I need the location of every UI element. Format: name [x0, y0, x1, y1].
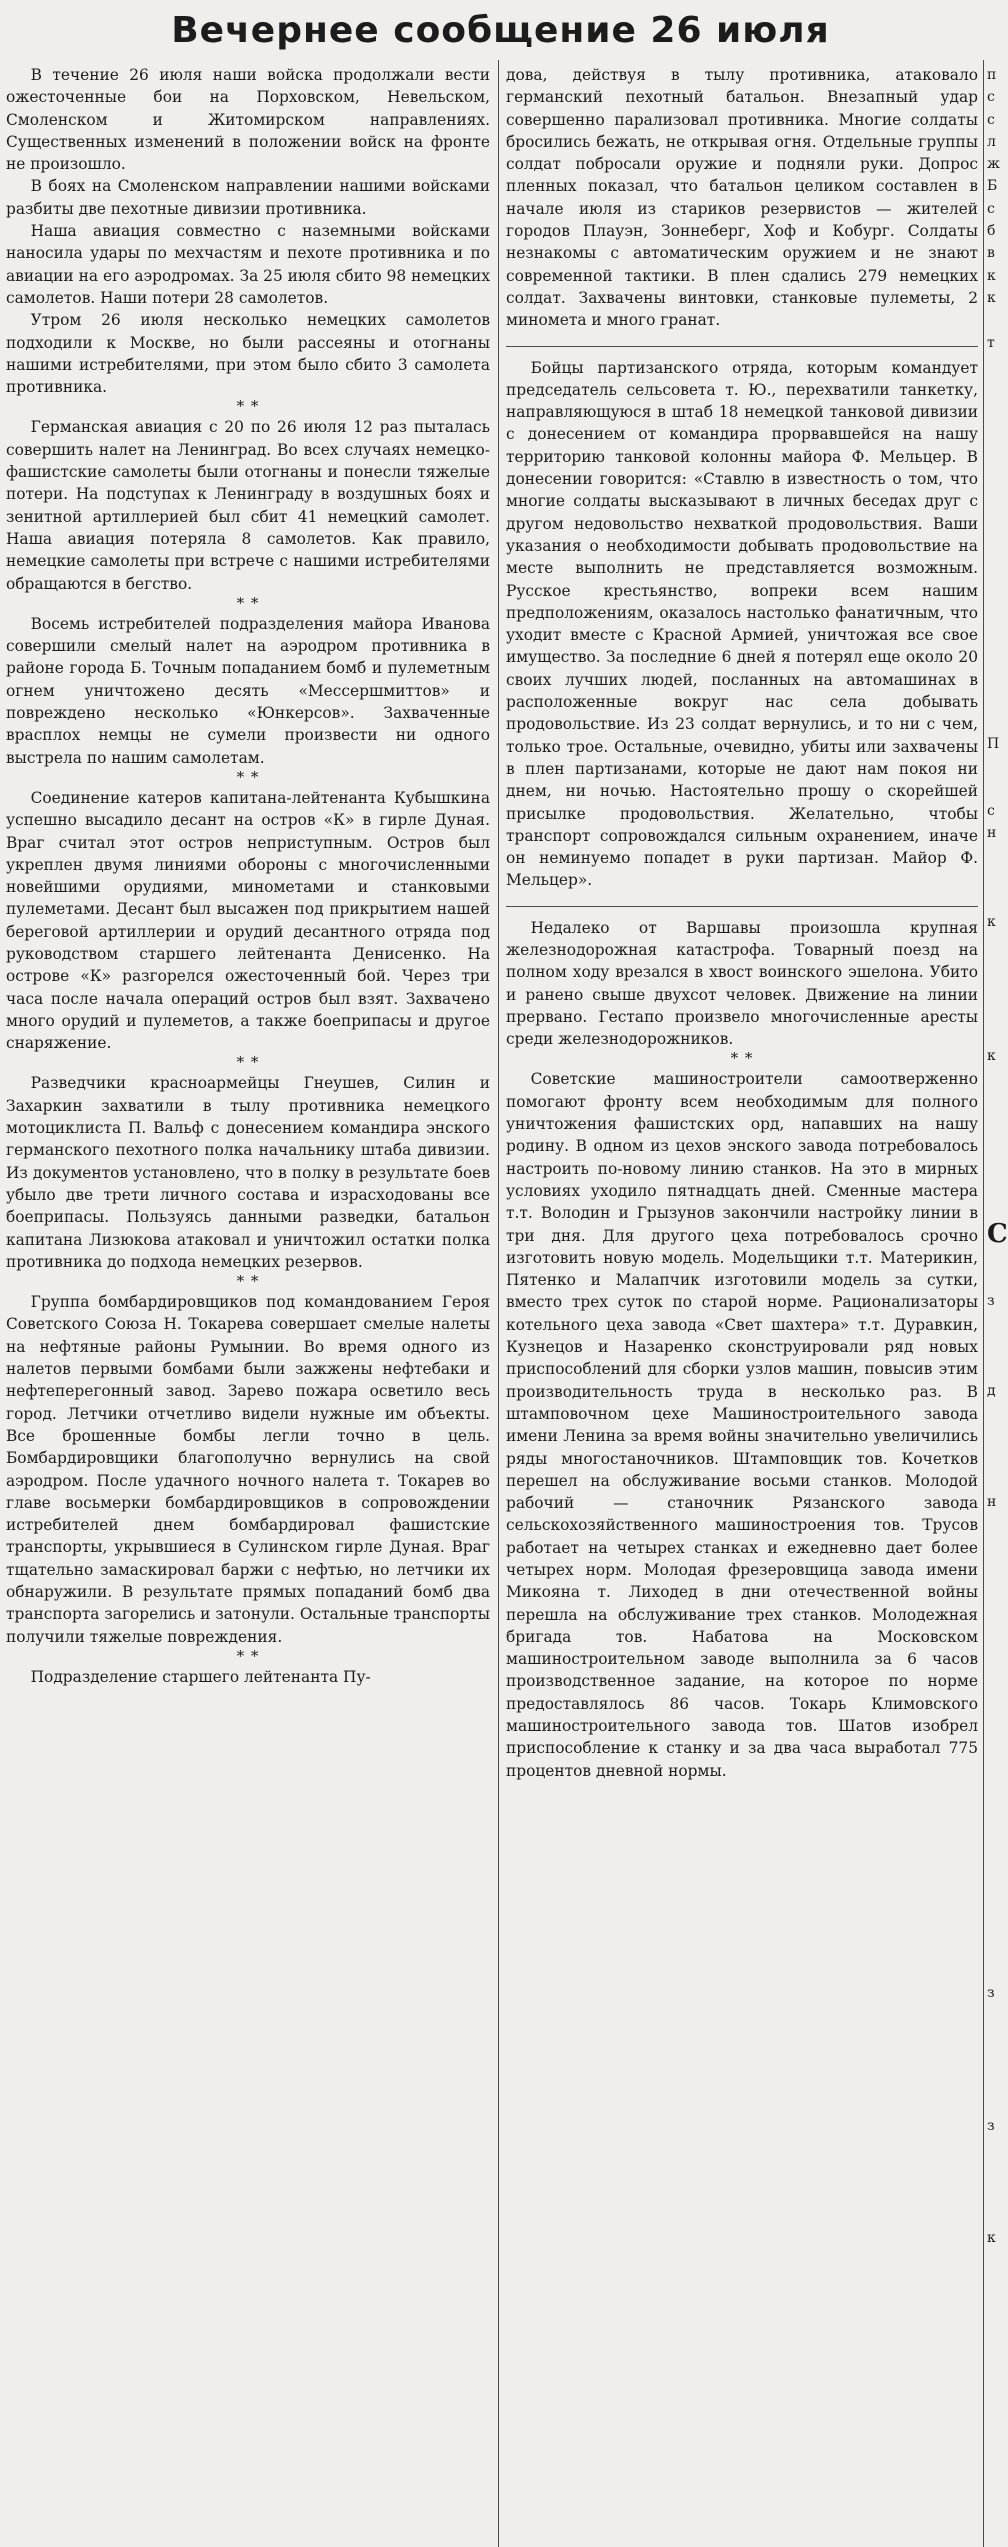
horizontal-rule	[506, 906, 978, 907]
edge-spacer	[987, 465, 1001, 487]
asterism-separator: * *	[236, 1646, 260, 1665]
edge-letter-fragment: п	[987, 67, 997, 83]
edge-letter-fragment: к	[987, 1048, 996, 1065]
edge-spacer	[987, 1580, 1001, 1602]
edge-spacer	[987, 844, 1001, 866]
edge-letter-fragment: ж	[987, 156, 1000, 173]
edge-spacer	[987, 1112, 1001, 1134]
edge-spacer	[987, 398, 1001, 420]
edge-letter-fragment: д	[987, 1382, 996, 1399]
edge-spacer	[987, 778, 1001, 800]
edge-letter-fragment: т	[987, 334, 995, 351]
report-paragraph: Германская авиация с 20 по 26 июля 12 раз пыталась совершить налет на Ленинград. Во всех случаях немецко-фашистские самолеты были отогнаны и понесли тяжелые потери. На подступах к Ленинграду в воздушных боях и зенитной артиллерией был сбит 41 немецкий самолет. Наша авиация потеряла 8 самолетов. Как правило, немецкие самолеты при встрече с нашими истребителями обращаются в бегство.	[6, 418, 490, 593]
edge-spacer	[987, 376, 1001, 398]
report-paragraph: Бойцы партизанского отряда, которым командует председатель сельсовета т. Ю., перехватили танкетку, направляющуюся в штаб 18 немецкой танковой дивизии с донесением от командира прорвавшейся на нашу территорию танковой колонны майора Ф. Мельцер. В донесении говорится: «Ставлю в известность о том, что многие солдаты высказывают в личных беседах друг с другом недовольство нехваткой продовольствия. Ваши указания о необходимости добывать продовольствие на месте выполнить не представляется возможным. Русское крестьянство, вопреки всем нашим предположениям, оказалось настолько фанатичным, что уходит вместе с Красной Армией, уничтожая все свое имущество. За последние 6 дней я потерял еще около 20 своих лучших людей, посланных на автомашинах в расположенные вокруг нас села добывать продовольствие. Из 23 солдат вернулись, и то ни с чем, только трое. Остальные, очевидно, убиты или захвачены в плен партизанами, которые не дают нам покоя ни днем, ни ночью. Настоятельно прошу о скорейшей присылке продовольствия. Желательно, чтобы транспорт сопровождался сильным охранением, иначе он неминуемо попадет в руки партизан. Майор Ф. Мельцер».	[506, 358, 978, 890]
edge-spacer	[987, 510, 1001, 532]
asterism-separator: * *	[236, 1053, 260, 1072]
edge-spacer	[987, 443, 1001, 465]
edge-spacer	[987, 1157, 1001, 1179]
edge-spacer	[987, 1023, 1001, 1045]
column-divider	[498, 60, 499, 2547]
asterism-separator: * *	[236, 1272, 260, 1291]
report-paragraph: Советские машиностроители самоотверженно помогают фронту всем необходимым для полного уничтожения фашистских орд, напавших на нашу родину. В одном из цехов энского завода потребовалось настроить по-новому линию станков. На это в мирных условиях уходило пятнадцать дней. Сменные мастера т.т. Володин и Грызунов закончили настройку линии в три дня. Для другого цеха потребовалось срочно изготовить новую модель. Модельщики т.т. Материкин, Пятенко и Малапчик изготовили модель за сутки, вместо трех суток по старой норме. Рационализаторы котельного цеха завода «Свет шахтера» т.т. Дуравкин, Кузнецов и Назаренко сконструировали ряд новых приспособлений для сборки узлов машин, повысив этим производительность труда в несколько раз. В штамповочном цехе Машиностроительного завода имени Ленина за время войны значительно увеличились ряды многостаночников. Штамповщик тов. Кочетков перешел на обслуживание восьми станков. Молодой рабочий — станочник Рязанского завода сельскохозяйственного машиностроения тов. Трусов работает на четырех станках и ежедневно дает более четырех норм. Молодая фрезеровщица завода имени Микояна т. Лиходед в дни отечественной войны перешла на обслуживание трех станков. Молодежная бригада тов. Набатова на Московском машиностроительном заводе выполнила за 6 часов производственное задание, на которое по норме предоставлялось 86 часов. Токарь Климовского машиностроительного завода тов. Шатов изобрел приспособление к станку и за два часа выработал 775 процентов дневной нормы.	[506, 1070, 978, 1780]
edge-spacer	[987, 1692, 1001, 1714]
edge-spacer	[987, 577, 1001, 599]
edge-spacer	[987, 621, 1001, 643]
edge-spacer	[987, 1179, 1001, 1201]
edge-spacer	[987, 755, 1001, 777]
edge-spacer	[987, 1602, 1001, 1624]
report-paragraph: Восемь истребителей подразделения майора Иванова совершили смелый налет на аэродром противника в районе города Б. Точным попаданием бомб и пулеметным огнем уничтожено десять «Мессершмиттов» и повреждено несколько «Юнкерсов». Захваченные врасплох немцы не сумели произвести ни одного выстрела по нашим самолетам.	[6, 614, 490, 767]
edge-letter-fragment: с	[987, 200, 995, 217]
report-paragraph: В боях на Смоленском направлении нашими войсками разбиты две пехотные дивизии противника.	[6, 177, 490, 218]
asterism-separator: * *	[236, 593, 260, 612]
report-paragraph: В течение 26 июля наши войска продолжали вести ожесточенные бои на Порховском, Невельском, Смоленском и Житомирском направлениях. Существенных изменений в положении войск на фронте не произошло.	[6, 66, 490, 174]
edge-letter-fragment: л	[987, 133, 996, 150]
edge-spacer	[987, 555, 1001, 577]
edge-spacer	[987, 1870, 1001, 1892]
edge-spacer	[987, 488, 1001, 510]
edge-letter-fragment: Б	[987, 178, 998, 195]
edge-letter-fragment: з	[987, 2118, 995, 2135]
edge-spacer	[987, 2071, 1001, 2093]
edge-spacer	[987, 1268, 1001, 1290]
edge-spacer	[987, 1714, 1001, 1736]
asterism-separator: * *	[236, 767, 260, 786]
edge-spacer	[987, 1825, 1001, 1847]
edge-spacer	[987, 644, 1001, 666]
edge-spacer	[987, 1335, 1001, 1357]
edge-spacer	[987, 1625, 1001, 1647]
edge-spacer	[987, 1759, 1001, 1781]
report-paragraph: Подразделение старшего лейтенанта Пу-	[30, 1667, 371, 1686]
edge-spacer	[987, 1736, 1001, 1758]
edge-spacer	[987, 354, 1001, 376]
edge-spacer	[987, 2004, 1001, 2026]
edge-spacer	[987, 1357, 1001, 1379]
edge-spacer	[987, 1246, 1001, 1268]
edge-letter-fragment: к	[987, 914, 996, 931]
edge-spacer	[987, 2182, 1001, 2204]
edge-spacer	[987, 421, 1001, 443]
edge-spacer	[987, 1469, 1001, 1491]
edge-letter-fragment: з	[987, 1293, 995, 1310]
right-column	[506, 64, 978, 2542]
edge-spacer	[987, 1892, 1001, 1914]
edge-letter-fragment: в	[987, 245, 995, 262]
edge-spacer	[987, 1446, 1001, 1468]
edge-spacer	[987, 1959, 1001, 1981]
edge-letter-fragment: к	[987, 2229, 996, 2246]
edge-spacer	[987, 711, 1001, 733]
edge-spacer	[987, 1402, 1001, 1424]
edge-spacer	[987, 599, 1001, 621]
edge-spacer	[987, 867, 1001, 889]
edge-letter-fragment: с	[987, 111, 995, 128]
edge-spacer	[987, 2138, 1001, 2160]
edge-letter-fragment: с	[987, 802, 995, 819]
edge-letter-fragment: з	[987, 1984, 995, 2001]
edge-letter-fragment: к	[987, 267, 996, 284]
horizontal-rule	[506, 346, 978, 347]
edge-spacer	[987, 2048, 1001, 2070]
edge-spacer	[987, 1134, 1001, 1156]
edge-spacer	[987, 1000, 1001, 1022]
edge-spacer	[987, 1536, 1001, 1558]
adjacent-column-fragment	[987, 64, 1008, 2542]
report-paragraph: Недалеко от Варшавы произошла крупная железнодорожная катастрофа. Товарный поезд на полном ходу врезался в хвост воинского эшелона. Убито и ранено свыше двухсот человек. Движение на линии прервано. Гестапо произвело многочисленные аресты среди железнодорожников.	[506, 918, 978, 1049]
edge-spacer	[987, 1669, 1001, 1691]
edge-spacer	[987, 1090, 1001, 1112]
edge-letter-fragment: с	[987, 89, 995, 106]
edge-spacer	[987, 2160, 1001, 2182]
asterism-separator: * *	[730, 1049, 754, 1068]
report-paragraph: Разведчики красноармейцы Гнеушев, Силин и Захаркин захватили в тылу противника немецкого мотоциклиста П. Вальф с донесением командира энского германского пехотного полка начальнику штаба дивизии. Из документов установлено, что в полку в результате боев убыло две трети личного состава и израсходованы все боеприпасы. Пользуясь данными разведки, батальон капитана Лизюкова атаковал и уничтожил остатки полка противника до подхода немецких резервов.	[6, 1074, 490, 1271]
column-divider	[983, 60, 984, 2547]
edge-spacer	[987, 1647, 1001, 1669]
report-paragraph: Группа бомбардировщиков под командованием Героя Советского Союза Н. Токарева совершает смелые налеты на нефтяные районы Румынии. Во время одного из налетов первыми бомбами были зажжены нефтебаки и нефтеперегонный завод. Зарево пожара осветило весь город. Летчики отчетливо видели нужные им объекты. Все брошенные бомбы легли точно в цель. Бомбардировщики благополучно вернулись на свой аэродром. После удачного ночного налета т. Токарев во главе восьмерки бомбардировщиков в сопровождении истребителей днем бомбардировал фашистские транспорты, укрывшиеся в Сулинском гирле Дуная. Враг тщательно замаскировал баржи с нефтью, но летчики их обнаружили. В результате прямых попаданий бомб два транспорта загорелись и затонули. Остальные транспорты получили тяжелые повреждения.	[6, 1293, 490, 1646]
edge-spacer	[987, 1781, 1001, 1803]
report-paragraph: Утром 26 июля несколько немецких самолетов подходили к Москве, но были рассеяны и отогнаны нашими истребителями, при этом было сбито 3 самолета противника.	[6, 311, 490, 397]
edge-letter-fragment: к	[987, 289, 996, 306]
edge-spacer	[987, 1313, 1001, 1335]
edge-letter-fragment: н	[987, 825, 997, 842]
edge-spacer	[987, 2205, 1001, 2227]
edge-spacer	[987, 1558, 1001, 1580]
left-column	[6, 64, 490, 2542]
edge-letter-fragment: н	[987, 1494, 997, 1510]
edge-spacer	[987, 1424, 1001, 1446]
edge-spacer	[987, 532, 1001, 554]
edge-letter-fragment: П	[987, 735, 1000, 752]
edge-spacer	[987, 934, 1001, 956]
edge-spacer	[987, 688, 1001, 710]
report-paragraph: Соединение катеров капитана-лейтенанта Кубышкина успешно высадило десант на остров «К» в гирле Дуная. Враг считал этот остров неприступным. Остров был укреплен двумя линиями обороны с многочисленными новейшими орудиями, минометами и станковыми пулеметами. Десант был высажен под прикрытием нашей береговой артиллерии и орудий десантного отряда под руководством старшего лейтенанта Денисенко. На острове «К» разгорелся ожесточенный бой. Через три часа после начала операций остров был взят. Захвачено много орудий и пулеметов, а также боеприпасы и другое снаряжение.	[6, 788, 490, 1053]
edge-spacer	[987, 666, 1001, 688]
edge-spacer	[987, 1513, 1001, 1535]
report-paragraph: Наша авиация совместно с наземными войсками наносила удары по мехчастям и пехоте противника и по авиации на его аэродромах. За 25 июля сбито 98 немецких самолетов. Наши потери 28 самолетов.	[6, 222, 490, 307]
edge-letter-fragment: б	[987, 223, 996, 240]
edge-spacer	[987, 1848, 1001, 1870]
edge-spacer	[987, 309, 1001, 331]
edge-spacer	[987, 889, 1001, 911]
edge-spacer	[987, 1067, 1001, 1089]
edge-spacer	[987, 1915, 1001, 1937]
edge-spacer	[987, 1937, 1001, 1959]
report-paragraph: дова, действуя в тылу противника, атаковало германский пехотный батальон. Внезапный удар совершенно парализовал противника. Многие солдаты бросились бежать, не открывая огня. Отдельные группы солдат побросали оружие и подняли руки. Допрос пленных показал, что батальон целиком составлен в начале июля из стариков резервистов — жителей городов Плауэн, Зоннеберг, Хоф и Кобург. Солдаты незнакомы с автоматическим оружием и не знают современной тактики. В плен сдались 279 немецких солдат. Захвачены винтовки, станковые пулеметы, 2 миномета и много гранат.	[506, 66, 978, 330]
edge-spacer	[987, 1803, 1001, 1825]
asterism-separator: * *	[236, 397, 260, 416]
page-title: Вечернее сообщение 26 июля	[171, 10, 830, 51]
edge-spacer	[987, 2093, 1001, 2115]
edge-spacer	[987, 956, 1001, 978]
edge-spacer	[987, 978, 1001, 1000]
edge-letter-fragment: С	[987, 1219, 1008, 1250]
edge-spacer	[987, 2026, 1001, 2048]
